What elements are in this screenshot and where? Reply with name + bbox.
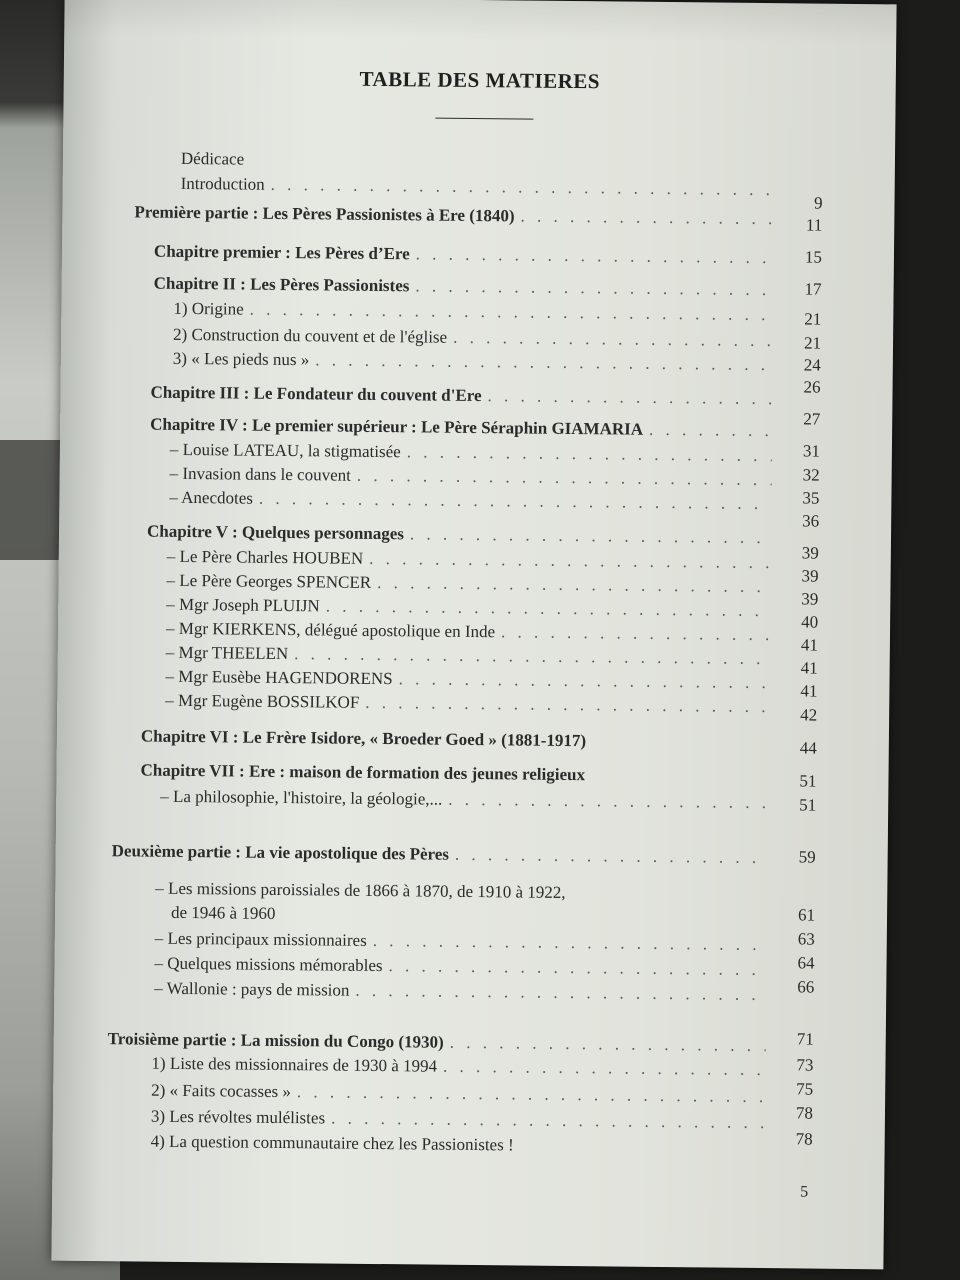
page-number: 15 <box>804 247 823 267</box>
page-number: 51 <box>799 771 817 791</box>
page-number: 59 <box>798 847 816 867</box>
toc-entry-question-communautaire: 4) La question communautaire chez les Passionistes ! <box>150 1131 514 1155</box>
toc-entry-missions-paroissiales: – Les missions paroissiales de 1866 à 1870, de 1910 à 1922, <box>155 878 566 902</box>
toc-entry-chapter-2: Chapitre II : Les Pères Passionistes . . . <box>154 274 780 301</box>
book-page <box>51 0 896 1269</box>
toc-entry-spencer: – Le Père Georges SPENCER . . . <box>166 571 776 597</box>
page-number: 61 <box>797 905 816 925</box>
page-number: 39 <box>801 589 819 609</box>
page-number: 26 <box>803 377 821 397</box>
page-folio: 5 <box>800 1183 809 1201</box>
page-number: 66 <box>797 977 815 997</box>
page-number: 9 <box>813 193 823 213</box>
page-number: 71 <box>796 1029 814 1049</box>
page-number: 27 <box>803 409 821 429</box>
toc-entry-pieds-nus: 3) « Les pieds nus » . . . <box>173 349 779 375</box>
page-number: 24 <box>803 355 821 375</box>
toc-entry-construction: 2) Construction du couvent et de l'église . . . <box>173 325 779 351</box>
toc-entry-missions-memorables: – Quelques missions mémorables . . . <box>154 954 772 980</box>
page-number: 41 <box>800 635 818 655</box>
page-number: 75 <box>796 1079 814 1099</box>
page-number: 39 <box>801 566 819 586</box>
toc-entry-hagendorens: – Mgr Eusèbe HAGENDORENS . . . <box>165 667 775 693</box>
toc-entry-pluijn: – Mgr Joseph PLUIJN . . . <box>166 595 776 621</box>
page-number: 36 <box>802 511 820 531</box>
page-number: 73 <box>796 1055 814 1075</box>
toc-entry-chapter-6: Chapitre VI : Le Frère Isidore, « Broeder Goed » (1881-1917) <box>140 726 587 751</box>
title-rule <box>435 118 533 120</box>
page-number: 31 <box>802 441 821 461</box>
toc-entry-part-1: Première partie : Les Pères Passionistes à Ere (1840) . . . <box>134 202 780 229</box>
toc-entry-introduction: Introduction . . . <box>181 174 781 200</box>
toc-entry-missionnaires: – Les principaux missionnaires . . . <box>155 929 773 955</box>
page-number: 41 <box>800 681 818 701</box>
page-number: 51 <box>799 795 817 815</box>
toc-entry-missions-dates: de 1946 à 1960 <box>170 902 276 923</box>
page-number: 17 <box>804 279 822 299</box>
page-number: 11 <box>805 215 823 235</box>
toc-entry-anecdotes: – Anecdotes . . . <box>169 488 777 514</box>
toc-entry-chapter-1: Chapitre premier : Les Pères d’Ere . . . <box>154 242 780 269</box>
toc-entry-houben: – Le Père Charles HOUBEN . . . <box>167 547 777 573</box>
page-number: 21 <box>804 309 822 329</box>
toc-entry-chapter-7: Chapitre VII : Ere : maison de formation des jeunes religieux <box>140 760 586 785</box>
page-number: 32 <box>802 465 820 485</box>
page-number: 42 <box>800 705 818 725</box>
toc-entry-part-3: Troisième partie : La mission du Congo (1930) . . . <box>108 1029 772 1056</box>
page-number: 39 <box>801 543 819 563</box>
toc-entry-chapter-3: Chapitre III : Le Fondateur du couvent d'Ere . . . <box>150 383 778 410</box>
toc-entry-philosophie: – La philosophie, l'histoire, la géologie,... . . . <box>160 787 774 813</box>
toc-entry-dedicace: Dédicace <box>180 148 245 169</box>
toc-entry-revoltes: 3) Les révoltes mulélistes . . . <box>151 1107 771 1133</box>
page-shading <box>64 0 896 44</box>
toc-entry-bossilkof: – Mgr Eugène BOSSILKOF . . . <box>165 691 775 717</box>
page-number: 78 <box>795 1103 814 1123</box>
page-number: 63 <box>797 929 815 949</box>
page-number: 21 <box>803 333 822 353</box>
toc-entry-lateau: – Louise LATEAU, la stigmatisée . . . <box>170 440 778 466</box>
toc-entry-faits-cocasses: 2) « Faits cocasses » . . . <box>151 1081 771 1107</box>
toc-entry-liste-missionnaires: 1) Liste des missionnaires de 1930 à 1994 . . . <box>151 1054 771 1080</box>
page-title: TABLE DES MATIERES <box>359 66 601 94</box>
toc-entry-part-2: Deuxième partie : La vie apostolique des Pères . . . <box>112 841 774 868</box>
page-number: 41 <box>800 658 818 678</box>
toc-entry-invasion: – Invasion dans le couvent . . . <box>170 464 778 490</box>
page-number: 40 <box>801 612 819 632</box>
page-number: 78 <box>795 1129 813 1149</box>
page-number: 44 <box>799 738 817 758</box>
toc-entry-chapter-5: Chapitre V : Quelques personnages . . . <box>147 522 777 549</box>
toc-entry-origine: 1) Origine . . . <box>173 299 779 325</box>
toc-entry-kierkens: – Mgr KIERKENS, délégué apostolique en Inde . . . <box>166 619 776 645</box>
page-number: 35 <box>802 488 820 508</box>
toc-entry-chapter-4: Chapitre IV : Le premier supérieur : Le Père Séraphin GIAMARIA . . . <box>150 415 778 442</box>
toc-entry-wallonie: – Wallonie : pays de mission . . . <box>154 979 772 1005</box>
page-number: 64 <box>797 953 815 973</box>
toc-entry-theelen: – Mgr THEELEN . . . <box>166 643 776 669</box>
